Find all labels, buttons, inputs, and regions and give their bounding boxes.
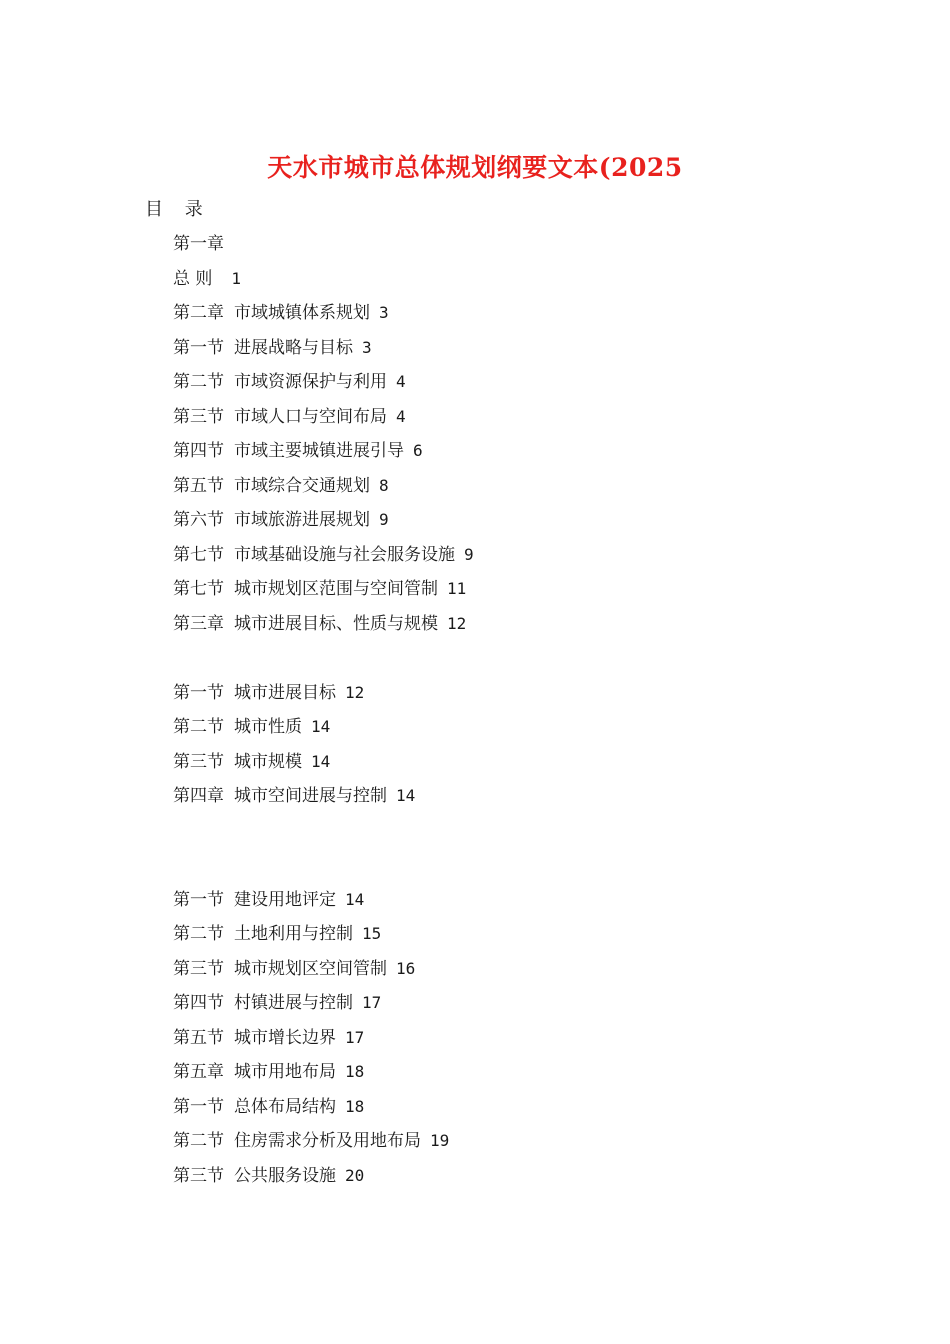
toc-entry-prefix: 第五节	[173, 1027, 224, 1048]
toc-entry-page: 1	[231, 268, 242, 288]
toc-entry-text: 城市增长边界	[234, 1027, 336, 1048]
toc-entry-page: 16	[396, 958, 416, 978]
toc-entry-page: 15	[362, 924, 382, 943]
toc-entry[interactable]	[173, 920, 474, 955]
toc-entry-prefix: 第一章	[173, 234, 224, 254]
toc-entry-page: 4	[396, 372, 406, 391]
toc-entry[interactable]	[173, 437, 474, 472]
toc-entry-page: 8	[379, 475, 389, 495]
toc-entry-prefix: 第四章	[173, 786, 224, 806]
toc-entry-prefix: 第三节	[173, 958, 224, 979]
toc-entry[interactable]	[173, 541, 474, 576]
toc-entry-page: 9	[464, 544, 474, 564]
toc-entry[interactable]	[173, 299, 474, 334]
toc-entry[interactable]	[173, 1127, 474, 1162]
toc-entry-text: 城市进展目标	[234, 682, 336, 703]
toc-entry-prefix: 第四节	[173, 441, 224, 461]
toc-entry[interactable]	[173, 679, 474, 714]
toc-entry-text: 建设用地评定	[234, 889, 336, 910]
toc-entry-prefix: 第五节	[173, 475, 224, 496]
toc-entry[interactable]	[173, 1058, 474, 1093]
toc-entry-text: 城市性质	[234, 717, 302, 737]
toc-entry[interactable]	[173, 575, 474, 610]
toc-entry-page: 19	[430, 1131, 450, 1150]
toc-entry-page: 20	[345, 1165, 365, 1185]
toc-entry-text: 公共服务设施	[234, 1165, 336, 1186]
toc-entry-prefix: 第二节	[173, 924, 224, 944]
toc-entry-prefix: 总 则	[173, 268, 213, 289]
toc-entry[interactable]	[173, 230, 474, 265]
toc-entry-page: 14	[345, 889, 365, 909]
toc-entry[interactable]	[173, 265, 474, 300]
toc-entry-prefix: 第二节	[173, 717, 224, 737]
toc-entry-prefix: 第一节	[173, 889, 224, 910]
toc-entry-prefix: 第二节	[173, 372, 224, 392]
toc-entry-text: 城市空间进展与控制	[234, 786, 387, 806]
toc-entry[interactable]	[173, 1024, 474, 1059]
toc-entry[interactable]	[173, 782, 474, 817]
toc-entry[interactable]	[173, 886, 474, 921]
toc-entry-page: 11	[447, 579, 467, 598]
toc-entry-text: 市域旅游进展规划	[234, 510, 370, 530]
document-title: 天水市城市总体规划纲要文本(2025	[267, 153, 683, 182]
toc-entry-text: 市域资源保护与利用	[234, 372, 387, 392]
toc-entry-text: 村镇进展与控制	[234, 993, 353, 1013]
toc-entry-prefix: 第二章	[173, 303, 224, 323]
toc-entry-page: 3	[379, 303, 389, 322]
toc-entry-page: 17	[345, 1027, 365, 1047]
toc-entry-text: 城市用地布局	[234, 1062, 336, 1082]
toc-entry[interactable]	[173, 368, 474, 403]
toc-entry-prefix: 第七节	[173, 544, 224, 565]
toc-entry[interactable]	[173, 1093, 474, 1128]
toc-entry-text: 市域综合交通规划	[234, 475, 370, 496]
toc-entry[interactable]	[173, 334, 474, 369]
toc-entry-text: 市域主要城镇进展引导	[234, 441, 404, 461]
toc-entry-prefix: 第四节	[173, 993, 224, 1013]
toc-entry-page: 3	[362, 337, 372, 357]
toc-entry-text: 市域人口与空间布局	[234, 406, 387, 427]
toc-entry-prefix: 第五章	[173, 1062, 224, 1082]
toc-entry-prefix: 第一节	[173, 682, 224, 703]
toc-entry-page: 18	[345, 1062, 365, 1081]
toc-entry-text: 住房需求分析及用地布局	[234, 1131, 421, 1151]
toc-entry-prefix: 第三节	[173, 751, 224, 772]
toc-entry-page: 17	[362, 993, 382, 1012]
toc-entry[interactable]	[173, 955, 474, 990]
toc-entry-page: 18	[345, 1096, 365, 1116]
toc-entry-page: 4	[396, 406, 406, 426]
toc-entry-page: 12	[345, 682, 365, 702]
toc-entry[interactable]	[173, 610, 474, 645]
toc-entry-text: 进展战略与目标	[234, 337, 353, 358]
toc-entry[interactable]	[173, 403, 474, 438]
toc-entry[interactable]	[173, 713, 474, 748]
toc-entry-page: 14	[311, 751, 331, 771]
toc-heading: 目 录	[145, 199, 211, 220]
toc-entry-prefix: 第三节	[173, 406, 224, 427]
toc-entry-text: 总体布局结构	[234, 1096, 336, 1117]
toc-entry-text: 土地利用与控制	[234, 924, 353, 944]
toc-entry[interactable]	[173, 472, 474, 507]
toc-entry[interactable]	[173, 506, 474, 541]
toc-entry[interactable]	[173, 748, 474, 783]
toc-entry-page: 6	[413, 441, 423, 460]
toc-entry-text: 市域城镇体系规划	[234, 303, 370, 323]
toc-entry-prefix: 第三章	[173, 613, 224, 634]
toc-entry[interactable]	[173, 989, 474, 1024]
toc-entry-page: 12	[447, 613, 467, 633]
toc-entry-page: 14	[311, 717, 331, 736]
toc-entry-text: 城市进展目标、性质与规模	[234, 613, 438, 634]
toc-entry-prefix: 第七节	[173, 579, 224, 599]
toc-entry-prefix: 第二节	[173, 1131, 224, 1151]
toc-entry[interactable]	[173, 1162, 474, 1197]
toc-entry-text: 市域基础设施与社会服务设施	[234, 544, 455, 565]
toc-entry-page: 9	[379, 510, 389, 529]
toc-entry-text: 城市规划区范围与空间管制	[234, 579, 438, 599]
table-of-contents	[173, 230, 474, 1196]
toc-entry-prefix: 第六节	[173, 510, 224, 530]
toc-entry-prefix: 第三节	[173, 1165, 224, 1186]
toc-entry-prefix: 第一节	[173, 337, 224, 358]
toc-entry-prefix: 第一节	[173, 1096, 224, 1117]
toc-entry-page: 14	[396, 786, 416, 805]
toc-entry-text: 城市规划区空间管制	[234, 958, 387, 979]
toc-entry-text: 城市规模	[234, 751, 302, 772]
